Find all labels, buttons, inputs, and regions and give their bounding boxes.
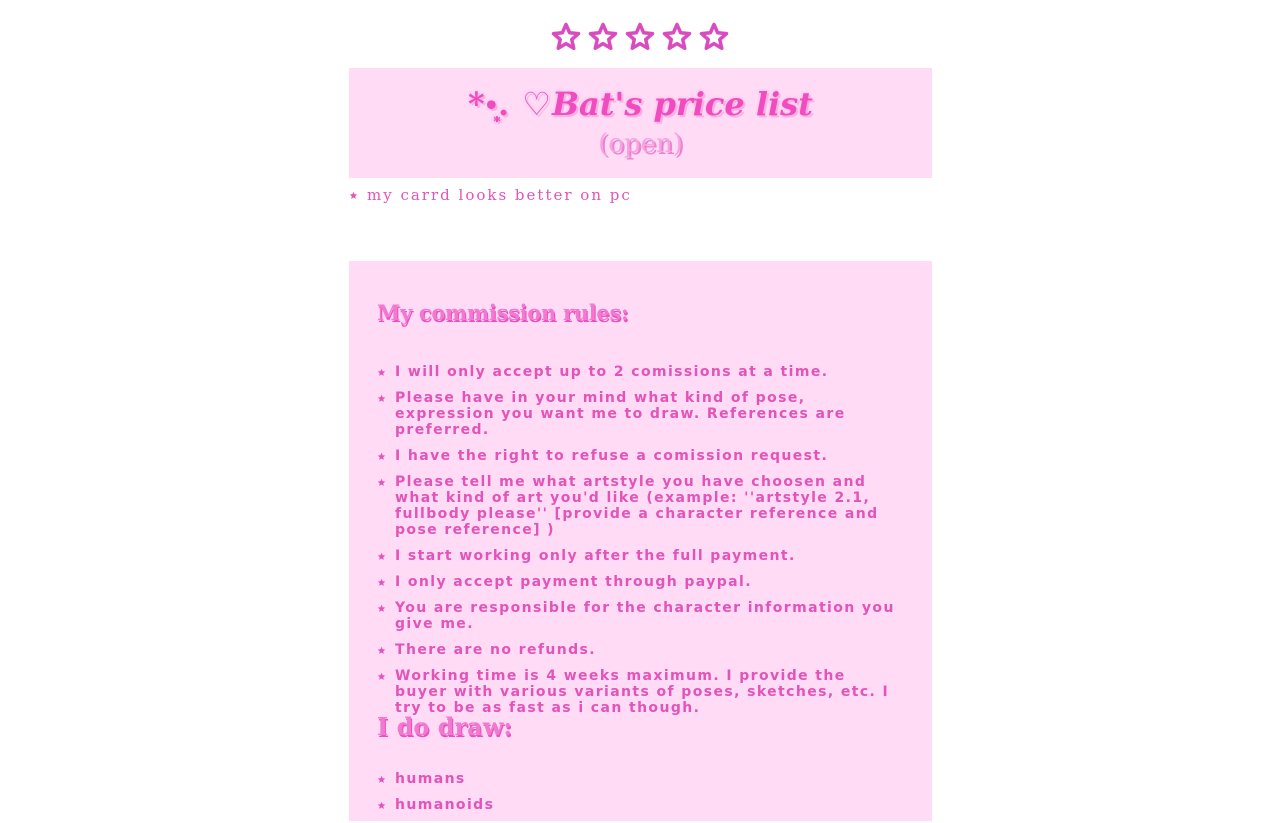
star-icon <box>588 22 618 52</box>
list-item <box>377 574 902 590</box>
list-item-text: Please tell me what artstyle you have choosen and what kind of art you'd like (example: ''artstyle 2.1, fullbody please'' [provide a character reference and pose reference] ) <box>395 474 879 538</box>
list-item-text: I will only accept up to 2 comissions at a time. <box>395 364 829 380</box>
star-bullet-icon <box>377 552 386 561</box>
list-item-text: I start working only after the full payment. <box>395 548 796 564</box>
star-icon <box>699 22 729 52</box>
list-item-text: There are no refunds. <box>395 642 596 658</box>
list-item-text: You are responsible for the character information you give me. <box>395 600 895 632</box>
list-item-text: I only accept payment through paypal. <box>395 574 752 590</box>
star-bullet-icon <box>349 191 358 200</box>
list-item-text: humanoids <box>395 797 495 813</box>
star-icon <box>662 22 692 52</box>
star-bullet-icon <box>377 394 386 403</box>
list-item <box>377 474 902 538</box>
star-bullet-icon <box>377 801 386 810</box>
star-bullet-icon <box>377 368 386 377</box>
list-item <box>377 600 902 632</box>
list-item <box>377 448 902 464</box>
rules-list <box>377 364 902 726</box>
pc-note-text: my carrd looks better on pc <box>367 186 632 204</box>
list-item <box>377 771 902 787</box>
rules-heading: My commission rules: <box>377 300 629 325</box>
status-label: (open) <box>598 129 683 159</box>
list-item <box>377 668 902 716</box>
list-item-text: I have the right to refuse a comission request. <box>395 448 829 464</box>
pc-note <box>349 186 632 204</box>
star-icon <box>551 22 581 52</box>
star-bullet-icon <box>377 775 386 784</box>
star-bullet-icon <box>377 478 386 487</box>
list-item-text: Please have in your mind what kind of pose, expression you want me to draw. References are preferred. <box>395 390 846 438</box>
title-text: Bat's price list <box>551 85 813 123</box>
star-bullet-icon <box>377 578 386 587</box>
header-stars <box>0 22 1280 52</box>
page-title <box>349 82 932 126</box>
star-bullet-icon <box>377 452 386 461</box>
list-item <box>377 390 902 438</box>
list-item-text: humans <box>395 771 466 787</box>
list-item-text: Working time is 4 weeks maximum. I provide the buyer with various variants of poses, sketches, etc. I try to be as fast as i can though. <box>395 668 890 716</box>
star-bullet-icon <box>377 672 386 681</box>
star-bullet-icon <box>377 646 386 655</box>
list-item <box>377 642 902 658</box>
draw-heading: I do draw: <box>377 712 513 741</box>
list-item <box>377 364 902 380</box>
draw-list <box>377 771 902 823</box>
list-item <box>377 548 902 564</box>
star-icon <box>625 22 655 52</box>
title-decoration: *•̩̩͙. ♡ <box>468 85 552 123</box>
list-item <box>377 797 902 813</box>
star-bullet-icon <box>377 604 386 613</box>
